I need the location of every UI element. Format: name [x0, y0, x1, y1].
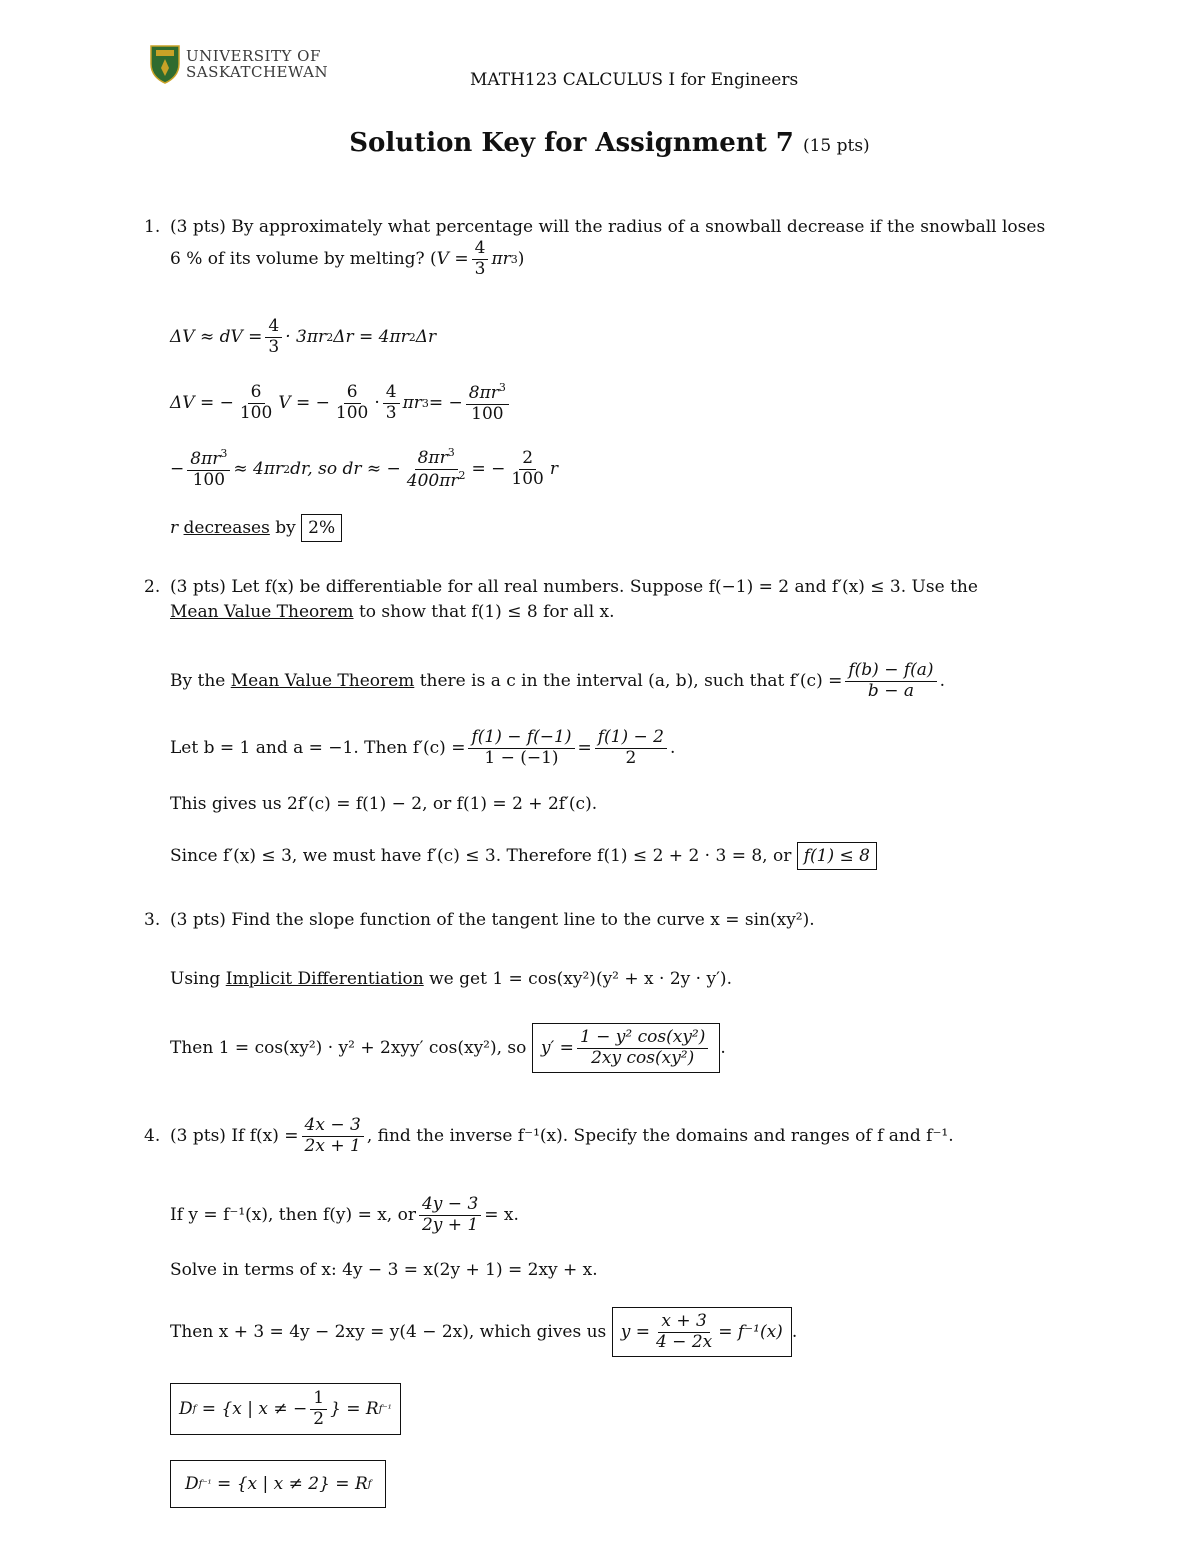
q4-step3: Then x + 3 = 4y − 2xy = y(4 − 2x), which gives us y = $\frac{x + 3}{4 - 2x}$ = f⁻¹(x) .	[170, 1304, 797, 1360]
fraction: $\frac{4}{3}$	[472, 239, 489, 279]
page-title	[0, 128, 1200, 158]
q1-step3: − $\frac{8\pi r^3}{100}$ ≈ 4πr 2 dr, so dr ≈ − $\frac{8\pi r^3}{400\pi r^2}$ = − $\frac{2}{100}$ r	[170, 445, 559, 491]
q2-step1: By the Mean Value Theorem there is a c in the interval (a, b), such that f′(c) = $\frac{f(b) - f(a)}{b - a}$ .	[170, 659, 945, 701]
q2-number: 2.	[144, 577, 161, 597]
q1-number: 1.	[144, 217, 161, 237]
q4-statement: (3 pts) If f(x) = $\frac{4x - 3}{2x + 1}$ , find the inverse f⁻¹(x). Specify the domains and ranges of f and f⁻¹.	[170, 1114, 954, 1156]
q1-answer-box: 2%	[301, 514, 342, 542]
q4-step1: If y = f⁻¹(x), then f(y) = x, or $\frac{4y - 3}{2y + 1}$ = x.	[170, 1193, 519, 1235]
q2-answer-box: f(1) ≤ 8	[797, 842, 877, 870]
q1-step2: ΔV = − $\frac{6}{100}$ V = − $\frac{6}{100}$ · $\frac{4}{3}$ πr 3 = − $\frac{8\pi r^3}{100}$	[170, 378, 512, 428]
q3-step2: Then 1 = cos(xy²) · y² + 2xyy′ cos(xy²), so y′ = $\frac{\text{1 − y² cos(xy²)}}{\text{2xy cos(xy²)}}$ .	[170, 1017, 726, 1079]
university-logo	[150, 44, 328, 84]
title-text: Solution Key for Assignment 7	[349, 128, 794, 158]
q2-statement-line2: Mean Value Theorem to show that f(1) ≤ 8 for all x.	[170, 602, 615, 622]
q1-answer: r decreases by 2%	[170, 513, 342, 543]
logo-line-1: UNIVERSITY OF	[186, 47, 321, 65]
q2-step2: Let b = 1 and a = −1. Then f′(c) = $\frac{f(1) - f(-1)}{1 - (-1)}$ = $\frac{f(1) - 2}{2}$ .	[170, 726, 676, 768]
q3-answer-box: y′ = $\frac{\text{1 − y² cos(xy²)}}{\text{2xy cos(xy²)}}$	[532, 1023, 721, 1073]
q3-number: 3.	[144, 910, 161, 930]
q3-step1: Using Implicit Differentiation we get 1 = cos(xy²)(y² + x · 2y · y′).	[170, 969, 732, 989]
q4-domain-box-2: D f⁻¹ = {x | x ≠ 2} = R f	[170, 1460, 386, 1508]
q4-number: 4.	[144, 1126, 161, 1146]
q2-step3: This gives us 2f′(c) = f(1) − 2, or f(1) = 2 + 2f′(c).	[170, 794, 598, 814]
title-points: (15 pts)	[802, 136, 870, 156]
q4-domain-box-1: D f = {x | x ≠ − $\frac{1}{2}$ } = R f⁻¹	[170, 1383, 401, 1435]
q2-statement-line1: (3 pts) Let f(x) be differentiable for all real numbers. Suppose f(−1) = 2 and f′(x) ≤ 3. Use the	[170, 577, 978, 597]
q4-inverse-box: y = $\frac{x + 3}{4 - 2x}$ = f⁻¹(x)	[612, 1307, 792, 1357]
q1-statement-line1: (3 pts) By approximately what percentage will the radius of a snowball decrease if the snowball loses	[170, 217, 1046, 237]
q4-step2: Solve in terms of x: 4y − 3 = x(2y + 1) = 2xy + x.	[170, 1260, 598, 1280]
course-name: MATH123 CALCULUS I for Engineers	[470, 70, 799, 90]
crest-icon	[150, 44, 180, 84]
q2-step4: Since f′(x) ≤ 3, we must have f′(c) ≤ 3. Therefore f(1) ≤ 2 + 2 · 3 = 8, or f(1) ≤ 8	[170, 840, 877, 872]
q3-statement: (3 pts) Find the slope function of the tangent line to the curve x = sin(xy²).	[170, 910, 815, 930]
logo-line-2: SASKATCHEWAN	[186, 63, 329, 81]
q1-step1: ΔV ≈ dV = $\frac{4}{3}$ · 3πr 2 Δr = 4πr 2 Δr	[170, 315, 437, 357]
q1-statement-line2: 6 % of its volume by melting? ( V = $\frac{4}{3}$ πr 3 )	[170, 237, 525, 279]
